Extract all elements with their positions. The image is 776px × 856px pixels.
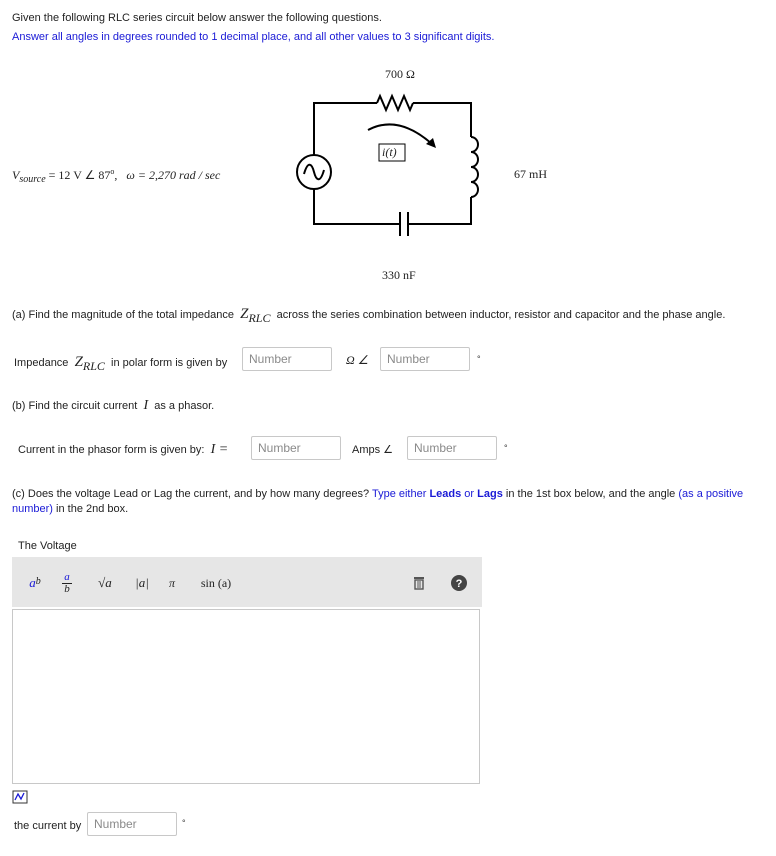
current-degree: ° [504, 443, 508, 453]
source-expression [12, 167, 220, 185]
current-label: i(t) [382, 145, 397, 159]
sqrt-button[interactable]: √a [98, 575, 112, 590]
part-b-question-post: as a phasor. [154, 400, 215, 412]
power-exp: b [35, 575, 41, 587]
resistor-label: 700 Ω [385, 67, 415, 81]
tail-label: the current by [14, 820, 82, 832]
z-symbol-2: Z [74, 354, 83, 370]
part-c-q5: in the 2nd box. [52, 503, 129, 515]
power-base: a [29, 575, 36, 590]
impedance-magnitude-input[interactable] [242, 347, 332, 371]
trash-button[interactable] [410, 568, 428, 598]
impedance-angle-input[interactable] [380, 347, 470, 371]
inductor-label: 67 mH [514, 167, 547, 181]
lead-lag-angle-input[interactable] [87, 812, 177, 836]
help-button[interactable] [450, 568, 468, 598]
trash-icon [413, 576, 425, 590]
part-c-or: or [461, 488, 478, 500]
part-c-q2: Type either [369, 488, 430, 500]
omega-value: ω = 2,270 [126, 168, 176, 182]
part-c-q3: in the 1st box below, and the angle [502, 488, 676, 500]
part-a-answer-label [14, 354, 227, 374]
v-subscript: source [19, 174, 46, 185]
svg-text:?: ? [455, 578, 463, 590]
tail-degree: ° [182, 818, 186, 828]
omega-unit: rad / sec [178, 168, 221, 182]
polar-form-label: in polar form is given by [111, 357, 228, 369]
v-degree: o [110, 167, 115, 176]
math-toolbar [12, 557, 482, 607]
part-b-question-pre: (b) Find the circuit current [12, 400, 138, 412]
abs-button[interactable]: |a| [135, 575, 149, 590]
current-angle-input[interactable] [407, 436, 497, 460]
the-voltage-label: The Voltage [18, 540, 77, 552]
intro-line-2: Answer all angles in degrees rounded to 1 decimal place, and all other values to 3 significant digits. [12, 31, 495, 43]
i-symbol: I [143, 398, 149, 413]
z-symbol: Z [240, 306, 249, 322]
voltage-answer-editor[interactable] [12, 609, 480, 784]
impedance-degree: ° [477, 354, 481, 364]
power-button[interactable] [22, 568, 48, 598]
part-c-q4: (as a positive number) [12, 488, 744, 515]
equation-editor-icon[interactable] [12, 790, 28, 804]
impedance-label: Impedance [14, 357, 69, 369]
current-phasor-label: Current in the phasor form is given by: [18, 444, 205, 456]
frac-numerator: a [64, 570, 70, 583]
current-unit: Amps ∠ [352, 444, 394, 456]
v-symbol: V [12, 168, 20, 182]
part-c-lags: Lags [477, 488, 503, 500]
capacitor-label: 330 nF [382, 268, 416, 282]
part-a-question-post: across the series combination between inductor, resistor and capacitor and the phase angle. [276, 309, 726, 321]
part-b-answer-label [18, 442, 228, 458]
part-c-leads: Leads [429, 488, 462, 500]
frac-denominator: b [64, 582, 70, 595]
pi-button[interactable]: π [168, 575, 175, 590]
current-magnitude-input[interactable] [251, 436, 341, 460]
v-value: = 12 V ∠ 87 [45, 168, 111, 182]
part-c-question [12, 487, 757, 517]
impedance-unit: Ω ∠ [346, 353, 369, 367]
part-a-question [12, 306, 725, 326]
part-c-q1: (c) Does the voltage Lead or Lag the current, and by how many degrees? [12, 488, 370, 500]
v-comma: , [114, 168, 118, 182]
help-icon [451, 575, 467, 591]
intro-line-1: Given the following RLC series circuit below answer the following questions. [12, 12, 382, 24]
part-b-question [12, 398, 214, 414]
i-equals: I = [210, 442, 229, 457]
z-subscript-2: RLC [82, 359, 105, 373]
fraction-button[interactable] [56, 568, 78, 598]
sin-button[interactable]: sin (a) [200, 575, 232, 590]
part-a-question-pre: (a) Find the magnitude of the total impedance [12, 309, 234, 321]
z-subscript: RLC [248, 311, 271, 325]
